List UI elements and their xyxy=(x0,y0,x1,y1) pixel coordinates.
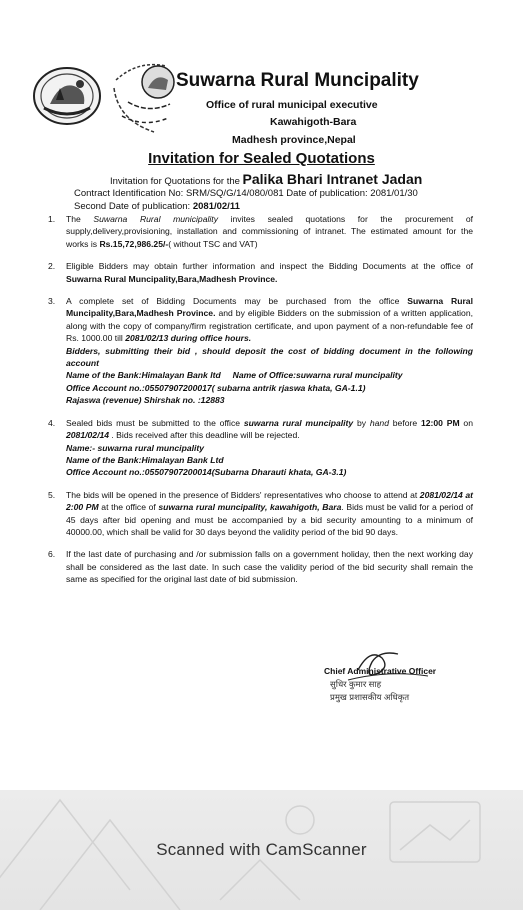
contract-label: Contract Identification No: xyxy=(74,188,184,199)
camscanner-watermark: Scanned with CamScanner xyxy=(156,840,367,859)
item-number: 3. xyxy=(48,296,56,307)
item-text xyxy=(66,213,473,250)
item-text-run: 12:00 PM xyxy=(420,417,460,428)
signatory-title: Chief Administrative Officer xyxy=(324,666,437,676)
item-text-run: on xyxy=(459,417,473,428)
estimated-amount: Rs.15,72,986.25/- xyxy=(99,238,169,249)
item-text-run: suwarna rural muncipality xyxy=(243,417,354,428)
item-text-run: Suwarna Rural municipality xyxy=(93,214,218,224)
office-location: Kawahigoth-Bara xyxy=(270,116,357,128)
item-text-run: The xyxy=(66,214,94,224)
instructions-list xyxy=(48,213,473,596)
item-number: 6. xyxy=(48,549,56,560)
item-text-run: . Bids must be valid for a period of 45 days after bid opening and must be accompanied by a bid security amounting to a minimum of 40000.00, which shall be valid for 30 days beyond the validity period of the bid 90 days. xyxy=(66,502,474,537)
item-text-run: 2081/02/13 during office hours. xyxy=(125,333,252,344)
item-text-run: Sealed bids must be submitted to the office xyxy=(66,417,244,428)
invitation-lead: Invitation for Quotations for the xyxy=(110,176,240,187)
item-text-run: A complete set of Bidding Documents may be purchased from the office xyxy=(66,296,408,307)
item-text: Bidders, submitting their bid , should deposit the cost of bidding document in the following account xyxy=(66,345,473,369)
item-text-run: Eligible Bidders may obtain further information and inspect the Bidding Documents at the office of xyxy=(66,261,473,272)
item-text xyxy=(66,295,473,345)
second-publication-date: 2081/02/11 xyxy=(192,201,240,212)
item-text-run: 2081/02/14 xyxy=(66,430,110,441)
item-text-run: invites sealed quotations for the procurement of supply,delivery,provisioning, installation and commissioning of intranet. The estimated amount for the works is xyxy=(66,214,473,249)
item-text xyxy=(66,417,473,442)
bank-details-line: Name:- suwarna rural muncipality xyxy=(66,442,205,453)
bank-details-line: Office Account no.:05507907200017( subarna antrik rjaswa khata, GA-1.1) xyxy=(66,382,366,393)
list-item xyxy=(48,417,473,479)
contract-line xyxy=(74,188,418,199)
item-text-run: ( without TSC and VAT) xyxy=(168,238,258,249)
list-item xyxy=(48,213,473,250)
item-text-run: The bids will be opened in the presence of Bidders' representatives who choose to attend at xyxy=(66,489,420,500)
bank-details-line: Office Account no.:05507907200014(Subarna Dharauti khata, GA-3.1) xyxy=(66,467,347,478)
item-number: 2. xyxy=(48,261,56,272)
item-number: 4. xyxy=(48,417,56,428)
bank-details-line: Name of the Bank:Himalayan Bank ltd Name of Office:suwarna rural muncipality xyxy=(66,370,403,381)
project-name: Palika Bhari Intranet Jadan xyxy=(242,171,423,187)
signatory-name-devanagari: सुधिर कुमार साह xyxy=(330,679,382,689)
item-text-run: at the office of xyxy=(98,502,159,513)
scanner-footer xyxy=(0,790,523,910)
item-text-run: hand xyxy=(369,417,389,428)
item-text: If the last date of purchasing and /or submission falls on a government holiday, then the next working day shall be considered as the last date. In such case the validity period of the bid security shall remain the same as specified for the original last date of bid submission. xyxy=(66,549,473,585)
item-text-run: by xyxy=(353,417,370,428)
list-item xyxy=(48,260,473,285)
item-text-run: and by eligible Bidders on the submission of a written application, along with the copy of company/firm registration certificate, and upon payment of a non-refundable fee of Rs. 1000.00 till xyxy=(66,308,473,344)
bank-details-line: Name of the Bank:Himalayan Bank Ltd xyxy=(66,454,224,465)
publication-date: 2081/01/30 xyxy=(370,188,418,199)
item-number: 5. xyxy=(48,489,56,500)
publication-label: Date of publication: xyxy=(286,188,368,199)
item-text-run: Suwarna Rural Muncipality,Bara,Madhesh Province. xyxy=(66,273,278,284)
item-text-run: before xyxy=(388,417,421,428)
item-text-run: Suwarna Rural Muncipality,Bara,Madhesh Province. xyxy=(66,296,473,319)
list-item xyxy=(48,295,473,407)
signatory-designation-devanagari: प्रमुख प्रशासकीय अधिकृत xyxy=(330,692,410,702)
second-publication-line xyxy=(74,201,240,212)
nepal-emblem-seal-icon xyxy=(30,64,104,128)
item-text-run: suwarna rural muncipality, kawahigoth, Bara xyxy=(158,502,342,513)
document-heading: Invitation for Sealed Quotations xyxy=(148,150,375,167)
list-item xyxy=(48,548,473,585)
bank-details-line: Rajaswa (revenue) Shirshak no. :12883 xyxy=(66,395,225,406)
list-item xyxy=(48,489,473,539)
second-publication-label: Second Date of publication: xyxy=(74,201,191,212)
item-text-run: 2081/02/14 at 2:00 PM xyxy=(66,489,473,513)
item-text xyxy=(66,260,473,285)
item-number: 1. xyxy=(48,214,56,224)
item-text-run: . Bids received after this deadline will be rejected. xyxy=(109,430,300,441)
contract-id: SRM/SQ/G/14/080/081 xyxy=(185,188,284,199)
item-text xyxy=(66,489,473,539)
organization-name: Suwarna Rural Muncipality xyxy=(176,70,419,91)
office-name: Office of rural municipal executive xyxy=(206,99,378,111)
invitation-line xyxy=(110,171,422,187)
office-province: Madhesh province,Nepal xyxy=(232,134,356,146)
